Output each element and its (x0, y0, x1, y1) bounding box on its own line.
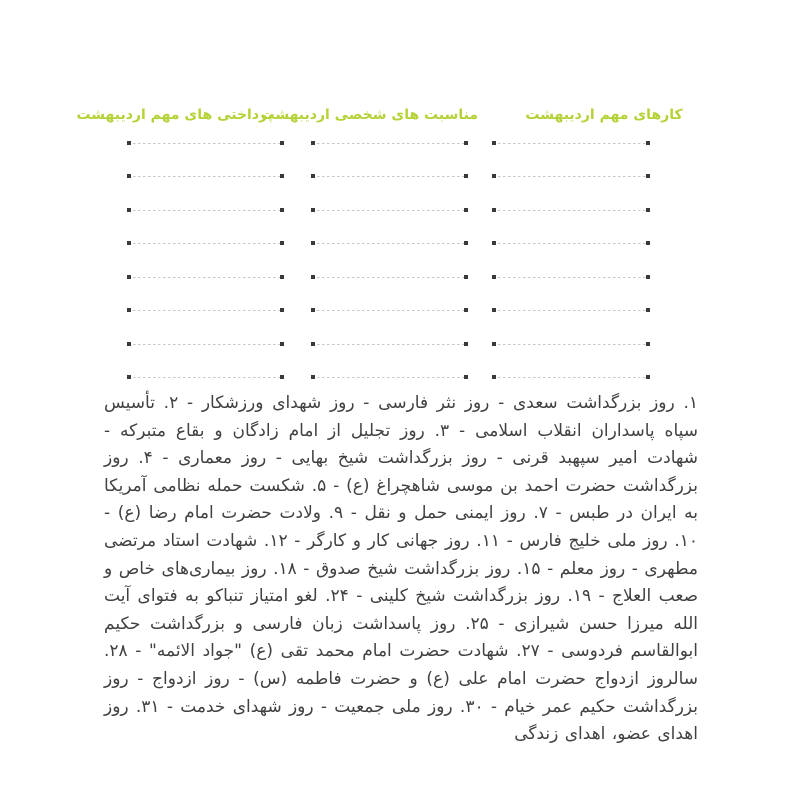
write-in-line (312, 243, 467, 244)
write-in-line (312, 344, 467, 345)
write-in-line (312, 210, 467, 211)
write-in-line (128, 277, 283, 278)
month-events-paragraph: ۱. روز بزرگداشت سعدی - روز نثر فارسی - روز شهدای ورزشکار - ۲. تأسیس سپاه پاسداران انقلاب اسلامی - ۳. روز تجلیل از امام زادگان و بقاع متبرکه - شهادت امیر سپهبد قرنی - روز بزرگداشت شیخ بهایی - روز معماری - ۴. روز بزرگداشت حضرت احمد بن موسی شاهچراغ (ع) - ۵. شکست حمله نظامی آمریکا به ایران در طبس - ۷. روز ایمنی حمل و نقل - ۹. ولادت حضرت امام رضا (ع) - ۱۰. روز ملی خلیج فارس - ۱۱. روز جهانی کار و کارگر - ۱۲. شهادت استاد مرتضی مطهری - روز معلم - ۱۵. روز بزرگداشت شیخ صدوق - ۱۸. روز بیماری‌های خاص و صعب العلاج - ۱۹. روز بزرگداشت شیخ کلینی - ۲۴. لغو امتیاز تنباکو به فتوای آیت الله میرزا حسن شیرازی - ۲۵. روز پاسداشت زبان فارسی و بزرگداشت حکیم ابوالقاسم فردوسی - ۲۷. شهادت حضرت امام محمد تقی (ع) "جواد الائمه" - ۲۸. سالروز ازدواج حضرت امام علی (ع) و حضرت فاطمه (س) - روز ازدواج - روز بزرگداشت حکیم عمر خیام - ۳۰. روز ملی جمعیت - روز شهدای خدمت - ۳۱. روز اهدای عضو، اهدای زندگی (104, 393, 699, 745)
write-in-line (312, 377, 467, 378)
write-in-line (128, 210, 283, 211)
payments-writein-lines-column (128, 143, 283, 383)
write-in-line (128, 344, 283, 345)
write-in-line (128, 143, 283, 144)
write-in-line (493, 143, 649, 144)
write-in-line (493, 176, 649, 177)
write-in-line (128, 377, 283, 378)
write-in-line (312, 310, 467, 311)
write-in-line (493, 377, 649, 378)
write-in-line (128, 176, 283, 177)
write-in-line (493, 344, 649, 345)
personal-occasions-writein-lines-column (312, 143, 467, 383)
write-in-line (128, 310, 283, 311)
write-in-line (493, 277, 649, 278)
column-header-important-payments: پرداختی های مهم اردیبهشت (76, 107, 273, 123)
write-in-line (128, 243, 283, 244)
write-in-line (493, 243, 649, 244)
column-header-important-tasks: کارهای مهم اردیبهشت (525, 107, 683, 123)
write-in-line (493, 210, 649, 211)
write-in-line (493, 310, 649, 311)
tasks-writein-lines-column (493, 143, 649, 383)
write-in-line (312, 176, 467, 177)
write-in-line (312, 143, 467, 144)
column-header-personal-occasions: مناسبت های شخصی اردیبهشت (260, 107, 478, 123)
write-in-line (312, 277, 467, 278)
